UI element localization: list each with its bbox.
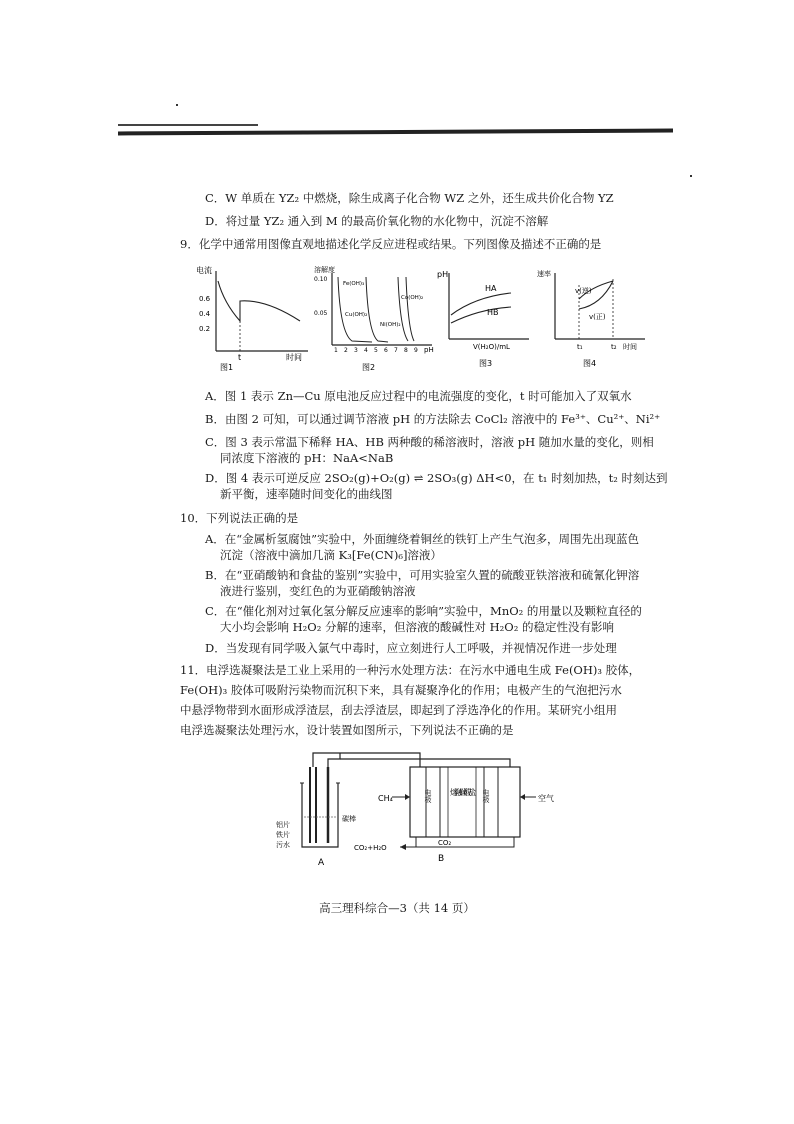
fig2-ni-curve [406, 277, 414, 341]
q9-option-d-line2: 新平衡，速率随时间变化的曲线图 [220, 487, 393, 501]
fig1-caption: 图1 [220, 363, 234, 372]
fig3-xlabel: V(H₂O)/mL [473, 343, 510, 351]
co2-h2o-label: CO₂+H₂O [354, 844, 387, 852]
fig2-ymid: 0.05 [314, 310, 328, 317]
figure-1-current-graph [196, 263, 314, 373]
figure-4-rate-graph [535, 263, 650, 373]
fig4-t1: t₁ [577, 343, 583, 351]
fig1-t-label: t [238, 353, 242, 362]
q10-option-c-line2: 大小均会影响 H₂O₂ 分解的速率，但溶液的酸碱性对 H₂O₂ 的稳定性没有影响 [220, 620, 614, 634]
label-a: A [318, 858, 325, 868]
fig1-current-curve [218, 281, 300, 321]
q11-stem-line2: Fe(OH)₃ 胶体可吸附污染物而沉积下来，具有凝聚净化的作用；电极产生的气泡把污水 [180, 683, 622, 697]
fig4-caption: 图4 [583, 359, 597, 368]
fig4-reverse-label: v(逆) [575, 287, 592, 295]
fig2-xtick: 4 [364, 347, 368, 354]
fig3-hb-label: HB [487, 308, 499, 317]
page-footer: 高三理科综合—3（共 14 页） [319, 901, 475, 915]
carbon-rod-label: 碳棒 [342, 815, 356, 823]
q10-option-b-line1: B．在“亚硝酸钠和食盐的鉴别”实验中，可用实验室久置的硫酸亚铁溶液和硫氰化钾溶 [205, 568, 640, 582]
fig1-xlabel: 时间 [286, 353, 302, 362]
fig2-cu-label: Cu(OH)₂ [345, 312, 368, 318]
fig2-ylabel: 溶解度 [314, 266, 335, 274]
q10-option-d: D．当发现有同学吸入氯气中毒时，应立刻进行人工呼吸，并视情况作进一步处理 [205, 641, 617, 655]
q10-option-c-line1: C．在“催化剂对过氧化氢分解反应速率的影响”实验中，MnO₂ 的用量以及颗粒直径的 [205, 604, 642, 618]
q9-option-a: A．图 1 表示 Zn—Cu 原电池反应过程中的电流强度的变化，t 时可能加入了双氧水 [205, 389, 632, 403]
fig4-forward-label: v(正) [589, 313, 606, 321]
q8-option-d: D．将过量 YZ₂ 通入到 M 的最高价氧化物的水化物中，沉淀不溶解 [205, 214, 549, 228]
scan-speck [176, 104, 178, 106]
q10-option-b-line2: 液进行鉴别，变红色的为亚硝酸钠溶液 [220, 584, 416, 598]
q10-stem: 10．下列说法正确的是 [180, 511, 299, 525]
fig2-xtick: 7 [394, 347, 398, 354]
q11-stem-line1: 11．电浮选凝聚法是工业上采用的一种污水处理方法：在污水中通电生成 Fe(OH)₃ 胶体， [180, 663, 641, 677]
q10-option-a-line2: 沉淀（溶液中滴加几滴 K₃[Fe(CN)₆]溶液） [220, 548, 442, 562]
q10-option-a-line1: A．在“金属析氢腐蚀”实验中，外面缠绕着铜丝的铁钉上产生气泡多，周围先出现蓝色 [205, 532, 640, 546]
air-label: 空气 [538, 794, 554, 803]
header-rule-thin [118, 124, 258, 126]
fig2-xlabel: pH [424, 346, 434, 354]
fig2-co-label: Co(OH)₂ [401, 295, 424, 301]
q8-option-c: C．W 单质在 YZ₂ 中燃烧，除生成离子化合物 WZ 之外，还生成共价化合物 YZ [205, 191, 614, 205]
fig2-caption: 图2 [362, 363, 376, 372]
q9-option-d-line1: D．图 4 表示可逆反应 2SO₂(g)+O₂(g) ⇌ 2SO₃(g) ΔH<0，在 t₁ 时刻加热，t₂ 时刻达到 [205, 471, 668, 485]
fig2-xtick: 1 [334, 347, 338, 354]
fig2-xtick: 5 [374, 347, 378, 354]
fig2-xtick: 2 [344, 347, 348, 354]
fig1-ylabel: 电流 [196, 266, 212, 275]
beaker-a [302, 783, 338, 847]
q9-stem: 9．化学中通常用图像直观地描述化学反应进程或结果。下列图像及描述不正确的是 [180, 237, 602, 251]
iron-label: 铁片 [276, 831, 290, 839]
figure-3-dilution-graph [435, 263, 535, 373]
co2-label: CO₂ [438, 839, 452, 847]
molten-carbonate-label: 熔融碳酸盐 [450, 788, 476, 797]
fig2-cu-curve [366, 277, 388, 342]
electrode-left-label: 电极 [424, 789, 432, 803]
methane-label: CH₄ [378, 794, 393, 803]
header-rule [118, 129, 673, 136]
q11-stem-line3: 中悬浮物带到水面形成浮渣层，刮去浮渣层，即起到了浮选净化的作用。某研究小组用 [180, 703, 617, 717]
sewage-label: 污水 [276, 841, 290, 849]
q9-option-c-line1: C．图 3 表示常温下稀释 HA、HB 两种酸的稀溶液时，溶液 pH 随加水量的变化，则相 [205, 435, 654, 449]
figure-2-solubility-graph [312, 263, 442, 373]
q9-option-b: B．由图 2 可知，可以通过调节溶液 pH 的方法除去 CoCl₂ 溶液中的 Fe³⁺、Cu²⁺、Ni²⁺ [205, 412, 661, 426]
fig2-ytop: 0.10 [314, 276, 328, 283]
fig3-ha-label: HA [485, 284, 497, 293]
fig4-ylabel: 速率 [537, 270, 551, 278]
aluminium-label: 铝片 [276, 821, 290, 829]
fig1-tick: 0.6 [199, 295, 211, 303]
q11-stem-line4: 电浮选凝聚法处理污水，设计装置如图所示，下列说法不正确的是 [180, 723, 514, 737]
label-b: B [438, 854, 445, 864]
fig2-xtick: 3 [354, 347, 358, 354]
fig2-xtick: 8 [404, 347, 408, 354]
electroflotation-apparatus-diagram [270, 745, 570, 870]
fig4-t2: t₂ [611, 343, 617, 351]
scan-speck [690, 175, 692, 177]
fig2-xtick: 6 [384, 347, 388, 354]
electrode-right-label: 电极 [482, 789, 490, 803]
q9-option-c-line2: 同浓度下溶液的 pH：NaA<NaB [220, 451, 394, 465]
fig2-xtick: 9 [414, 347, 418, 354]
fig3-ylabel: pH [437, 270, 449, 279]
fig1-tick: 0.2 [199, 325, 211, 333]
fig3-caption: 图3 [479, 359, 493, 368]
fig2-fe-label: Fe(OH)₃ [343, 281, 365, 287]
fig1-tick: 0.4 [199, 310, 211, 318]
fig4-xlabel: 时间 [623, 343, 637, 351]
fig2-ni-label: Ni(OH)₂ [380, 322, 401, 328]
